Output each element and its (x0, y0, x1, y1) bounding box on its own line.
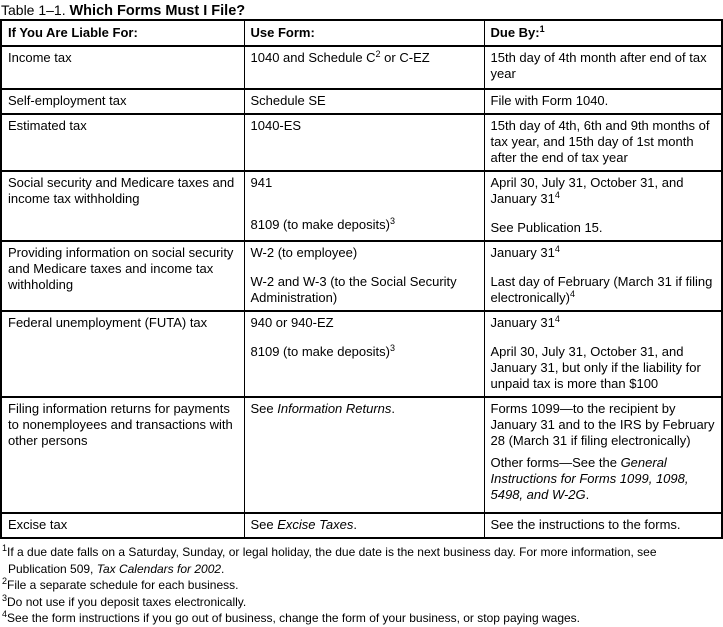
cell-liable-for: Filing information returns for payments to nonemployees and transactions with other persons (1, 397, 244, 513)
cell-due-by: April 30, July 31, October 31, and January $31^4$ See Publication 15. (484, 171, 722, 241)
cell-liable-for: Self-employment tax (1, 89, 244, 114)
footnote-reference: 4 (569, 289, 575, 299)
footnote-reference: 3 (389, 343, 395, 353)
cell-due-by: File with Form 1040. (484, 89, 722, 114)
col-header-use-form: Use Form: (244, 20, 484, 46)
table-row (1, 513, 722, 538)
cell-due-by: Forms 1099—to the recipient by January 31 and to the IRS by February 28 (March 31 if filing electronically) Other forms—See the General Instructions for Forms 1099, 1098, 5498, and W-2G. (484, 397, 722, 513)
footnote-reference: 1 (539, 24, 545, 34)
cell-liable-for: Excise tax (1, 513, 244, 538)
cell-due-by: 15th day of 4th, 6th and 9th months of tax year, and 15th day of 1st month after the end of tax year (484, 114, 722, 171)
footnote-reference: 3 (389, 216, 395, 226)
forms-table (0, 19, 723, 539)
footnote-reference: 2 (375, 49, 381, 59)
footnote-reference: 3 (2, 592, 8, 603)
cell-liable-for: Estimated tax (1, 114, 244, 171)
cell-use-form: 1040-ES (244, 114, 484, 171)
cell-due-by: See the instructions to the forms. (484, 513, 722, 538)
footnote: $^3$Do not use if you deposit taxes electronically. (2, 592, 247, 609)
cell-liable-for: Providing information on social security and Medicare taxes and income tax withholding (1, 241, 244, 311)
cell-use-form: 940 or 940-EZ 8109 (to make deposits)$^3$ (244, 311, 484, 397)
table-title-text: Which Forms Must I File? (69, 3, 246, 19)
table-row (1, 311, 722, 397)
footnote: $^1$If a due date falls on a Saturday, Sunday, or legal holiday, the due date is the next business day. For more information, see Publication 509, Tax Calendars for 2002. (2, 543, 657, 576)
table-row (1, 241, 722, 311)
col-header-due-by: Due By:$^1$ (484, 20, 722, 46)
footnotes-section (0, 539, 721, 627)
footnote: $^2$File a separate schedule for each business. (2, 576, 239, 592)
footnote-reference: 4 (554, 190, 560, 200)
cell-use-form: See Information Returns. (244, 397, 484, 513)
page-title (0, 0, 721, 19)
footnote-reference: 4 (554, 314, 560, 324)
cell-use-form: W-2 (to employee) W-2 and W-3 (to the Social Security Administration) (244, 241, 484, 311)
cell-due-by: 15th day of 4th month after end of tax year (484, 46, 722, 89)
footnote-reference: 2 (2, 576, 8, 586)
cell-liable-for: Social security and Medicare taxes and income tax withholding (1, 171, 244, 241)
table-number: Table 1–1. (1, 2, 66, 18)
table-row (1, 89, 722, 114)
table-row (1, 114, 722, 171)
table-header-row (1, 20, 722, 46)
cell-use-form: 941 8109 (to make deposits)$^3$ (244, 171, 484, 241)
cell-due-by: January $31^4$ Last day of February (March 31 if filing electronically)$^4$ (484, 241, 722, 311)
cell-use-form: 1040 and Schedule $C^2$ or C-EZ (244, 46, 484, 89)
footnote-reference: 1 (2, 543, 8, 553)
cell-use-form: See Excise Taxes. (244, 513, 484, 538)
cell-use-form: Schedule SE (244, 89, 484, 114)
cell-due-by: January $31^4$ April 30, July 31, October 31, and January 31, but only if the liability for unpaid tax is more than $100 (484, 311, 722, 397)
footnote-reference: 4 (2, 609, 8, 619)
col-header-liable-for: If You Are Liable For: (1, 20, 244, 46)
table-row (1, 171, 722, 241)
footnote: $^4$See the form instructions if you go out of business, change the form of your business, or stop paying wages. (2, 609, 580, 625)
cell-liable-for: Income tax (1, 46, 244, 89)
table-row (1, 397, 722, 513)
footnote-reference: 4 (554, 244, 560, 254)
table-row (1, 46, 722, 89)
cell-liable-for: Federal unemployment (FUTA) tax (1, 311, 244, 397)
